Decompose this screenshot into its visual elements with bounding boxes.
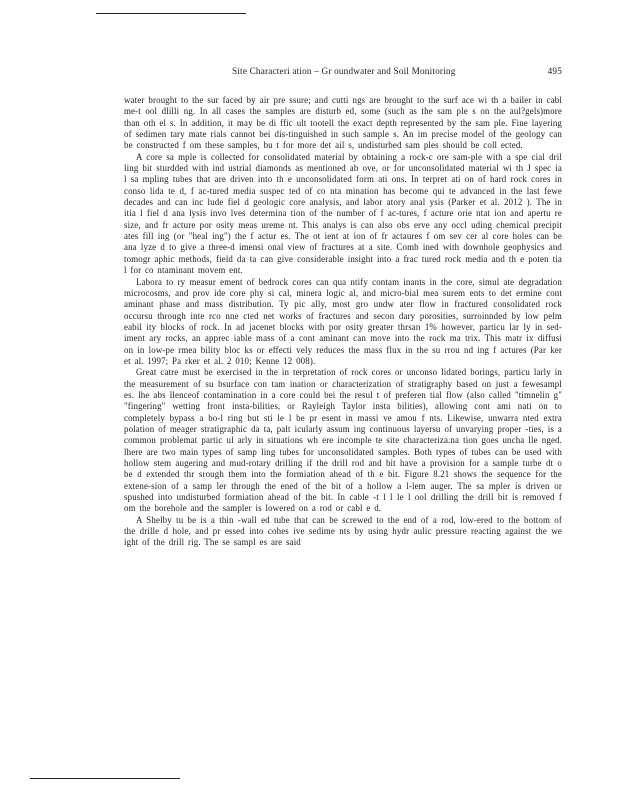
- paragraph-interpretation-care: Great catre must be exercised in the in terpretation of rock cores or unconso lidated borings, particu larly in the measurement of su bsurface con tam ination or characterization of stratigraphy based on just a fewesampl es. lhe abs llenceof contamination in a core could bei the resul t of preferen tial flow (also called "timnelin g" "fingering" wetting front insta-bilities, or Rayleigh Taylor insta bilities), allowing cont ami nati on to completely bypass a bo-l ring but sti le l be pr esent in massi ve amou f nts. Likewise, unwarra nted extra polation of meager stratigraphic da ta, palt icularly assum ing continuous layersu of unvarying proper -ties, is a common problemat partic ul arly in situations wh ere incomple te site characteriza.na tion goes uncha lle nged. lhere are two main types of samp ling tubes for unconsolidated samples. Both types of tubes can be used with hollow stem augering and mud-rotary drilling if the drill rod and bit have a provision for a sample turbe dt o be d extended thr srough them into the formiation ahead of th e bit. Figure 8.21 shows the sequence for the extene-sion of a samp ler through the ened of the bit of a hollow a l-lem auger. The sa mpler is driven or spushed into undisturbed formiation ahead of the bit. In cable -t l l le l ool drilling the drill bit is removed f om the borehole and the sampler is lowered on a rod or cabl e d.: [124, 367, 562, 514]
- page-number: 495: [547, 66, 562, 76]
- paragraph-core-samples: A core sa mple is collected for consolidated material by obtaining a rock-c ore sam-ple with a spe cial dril ling bit sturdded with ind ustrial diamonds as mentioned ab ove, or for unconsolidated material wi th J spec ia l sa mpling tubes that are driven into th e unconsolidated form ati ons. In terpret ati on of hard rock cores in conso lida te d, f ac-tured media suspec ted of co nta mination has become qui te advanced in the last fewe decades and can inc lude fiel d geologic core analysis, and labor atory anal ysis (Parker et al. 2012 ). The in itia l fiel d ana lysis invo lves determina tion of the number of f ac-tures, f acture orie ntat ion and apertu re size, and fr acture por osity meas ureme nt. This analys is can also obs erve any occl uding chemical precipit ates fill ing (or "heal ing") the f actur es. The ot ient at ion of fr actaures f om sev cer al core holes can be ana lyze d to give a three-d imensi onal view of fractures at a site. Comb ined with downhole geophysics and tomogr aphic methods, field da ta can give considerable insight into a frac tured rock media and th e poten tia l for co ntaminant movem ent.: [124, 151, 562, 276]
- paragraph-shelby-tube: A Shelby tu be is a thin -wall ed tube that can be screwed to the end of a rod, low-ered to the bottom of the drille d hole, and pr essed into cohes ive sedime nts by using hydr aulic pressure reacting against the we ight of the drill rig. The se sampl es are said: [124, 514, 562, 548]
- running-header: [232, 66, 562, 76]
- top-edge-rule: [96, 13, 246, 14]
- running-title: Site Characteri ation – Gr oundwater and Soil Monitoring: [232, 66, 456, 76]
- paragraph-drilling-samples: water brought to the sur faced by air pre ssure; and cutti ngs are brought to the surf ace wi th a bailer in cabl me-t ool dlilli ng. In all cases the samples are disturb ed, some (such as the sam ple s on the aul?gels)more than oth el s. In addition, it may be di ffic ult tootell the exact depth represented by the sam ple. Fine layering of sedimen tary mate rials cannot bei dis-tinguished in such sample s. An im precise model of the geology can be constructed f om these samples, bu t for more det ail s, undisturbed sam ples should be coll ected.: [124, 95, 562, 151]
- paragraph-laboratory-measurement: Labora to ry measur ement of bedrock cores can qua ntify contam inants in the core, simul ate degradation microcosms, and prov ide core phy si cal, minera logic al, and micro-bial mea surem ents to det ermine cont aminant phase and mass distribution. Ty pic ally, most gro undw ater flow in fractured consolidated rock occursu through inte rco nne cted net works of fractures and secon dary porosities, surroinnded by low pelm eabil ity blocks of rock. In ad jacenet blocks with por osity greater thrsan 1% however, particu lar ly in sed-iment ary rocks, an apprec iable mass of a cont aminant can move into the rock ma trix. This matr ix diffusi on in low-pe rmea bility bloc ks or effecti vely reduces the mass flux in the su rrou nd ing f actures (Par ker et al. 1997; Pa rker et al. 2 010; Kenne 12 008).: [124, 276, 562, 366]
- body-text: [124, 95, 562, 549]
- bottom-edge-rule: [30, 778, 180, 779]
